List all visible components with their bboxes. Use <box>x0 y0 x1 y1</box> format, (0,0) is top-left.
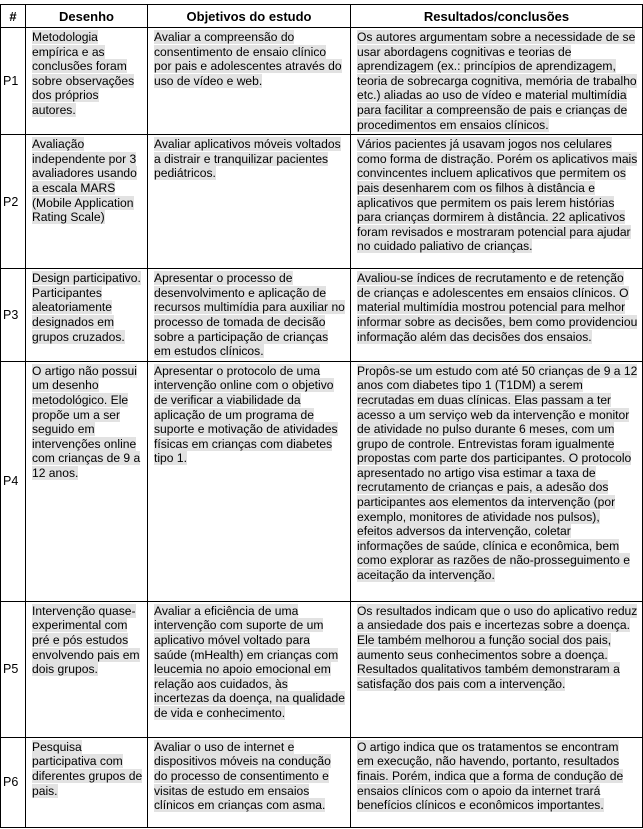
objetivos-text: Apresentar o protocolo de uma intervenção online com o objetivo de verificar a viabilidade da aplicação de um programa de suporte e motivação de atividades físicas em crianças com diabetes tipo 1. <box>154 363 338 466</box>
cell-resultados <box>351 135 643 269</box>
objetivos-text: Avaliar o uso de internet e dispositivos móveis na condução do processo de consentimento e visitas de estudo em ensaios clínicos em crianças com asma. <box>154 739 331 813</box>
cell-resultados <box>351 737 643 827</box>
resultados-text: Os autores argumentam sobre a necessidade de se usar abordagens cognitivas e teorias de aprendizagem (ex.: princípios de aprendizagem, teoria de sobrecarga cognitiva, memória de trabalho etc.) aliadas ao uso de vídeo e material multimídia para facilitar a compreensão de pais e crianças de procedimentos em ensaios clínicos. <box>357 30 637 132</box>
cell-desenho <box>26 28 148 135</box>
cell-desenho <box>26 135 148 269</box>
cell-resultados <box>351 601 643 737</box>
table-row <box>1 28 643 135</box>
cell-objetivos <box>148 269 351 362</box>
row-id: P4 <box>1 361 26 601</box>
table-row <box>1 601 643 737</box>
resultados-text: Vários pacientes já usavam jogos nos celulares como forma de distração. Porém os aplicativos mais convincentes incluem aplicativos que permitem os pais desenharem com os filhos à distância e aplicativos que permitem os pais lerem histórias para crianças dormirem à distância. 22 aplicativos foram revisados e mostraram potencial para ajudar no cuidado paliativo de crianças. <box>357 137 638 254</box>
cell-desenho <box>26 269 148 362</box>
desenho-text: Design participativo. Participantes aleatoriamente designados em grupos cruzados. <box>32 271 141 344</box>
objetivos-text: Avaliar a eficiência de uma intervenção com suporte de um aplicativo móvel voltado para saúde (mHealth) em crianças com leucemia no apoio emocional em relação aos cuidados, às incertezas da doença, na qualidade de vida e conhecimento. <box>154 603 345 720</box>
cell-objetivos <box>148 135 351 269</box>
row-id: P2 <box>1 135 26 269</box>
objetivos-text: Apresentar o processo de desenvolvimento e aplicação de recursos multimídia para auxiliar no processo de tomada de decisão sobre a participação de crianças em estudos clínicos. <box>154 271 345 359</box>
desenho-text: Avaliação independente por 3 avaliadores usando a escala MARS (Mobile Application Rating Scale) <box>32 137 137 225</box>
cell-desenho <box>26 601 148 737</box>
resultados-text: Os resultados indicam que o uso do aplicativo reduz a ansiedade dos pais e incertezas sobre a doença. Ele também melhorou a função social dos pais, aumento seus conhecimentos sobre a doença. Resultados qualitativos também demonstraram a satisfação dos pais com a intervenção. <box>357 603 638 691</box>
header-objetivos: Objetivos do estudo <box>148 5 351 28</box>
header-desenho: Desenho <box>26 5 148 28</box>
table-row <box>1 269 643 362</box>
desenho-text: Metodologia empírica e as conclusões foram sobre observações dos próprios autores. <box>32 30 135 117</box>
header-resultados: Resultados/conclusões <box>351 5 643 28</box>
row-id: P1 <box>1 28 26 135</box>
resultados-text: O artigo indica que os tratamentos se encontram em execução, não havendo, portanto, resultados finais. Porém, indica que a forma de condução de ensaios clínicos com o apoio da internet trará benefícios clínicos e econômicos importantes. <box>357 739 624 813</box>
cell-objetivos <box>148 361 351 601</box>
objetivos-text: Avaliar a compreensão do consentimento de ensaio clínico por pais e adolescentes através do uso de vídeo e web. <box>154 30 342 88</box>
cell-objetivos <box>148 601 351 737</box>
cell-resultados <box>351 361 643 601</box>
cell-objetivos <box>148 737 351 827</box>
cell-resultados <box>351 269 643 362</box>
table-row <box>1 135 643 269</box>
desenho-text: O artigo não possui um desenho metodológico. Ele propõe um a ser seguido em intervenções online com crianças de 9 a 12 anos. <box>32 363 141 480</box>
table-row <box>1 737 643 827</box>
cell-desenho <box>26 737 148 827</box>
row-id: P3 <box>1 269 26 362</box>
table-row <box>1 361 643 601</box>
resultados-text: Propôs-se um estudo com até 50 crianças de 9 a 12 anos com diabetes tipo 1 (T1DM) a serem recrutadas em duas clínicas. Elas passam a ter acesso a um serviço web da intervenção e monitor de atividade no pulso durante 6 meses, com um grupo de controle. Entrevistas foram igualmente propostas com parte dos participantes. O protocolo apresentado no artigo visa estimar a taxa de recrutamento de crianças e pais, a adesão dos participantes aos elementos da intervenção (por exemplo, monitores de atividade nos pulsos), efeitos adversos da intervenção, coletar informações de saúde, clínica e econômica, bem como explorar as razões de não-prosseguimento e aceitação da intervenção. <box>357 363 638 583</box>
cell-desenho <box>26 361 148 601</box>
studies-table <box>0 4 643 828</box>
row-id: P5 <box>1 601 26 737</box>
desenho-text: Intervenção quase-experimental com pré e pós estudos envolvendo pais em dois grupos. <box>32 603 140 677</box>
objetivos-text: Avaliar aplicativos móveis voltados a distrair e tranquilizar pacientes pediátricos. <box>154 137 341 181</box>
header-number: # <box>1 5 26 28</box>
row-id: P6 <box>1 737 26 827</box>
desenho-text: Pesquisa participativa com diferentes grupos de pais. <box>32 739 143 798</box>
cell-objetivos <box>148 28 351 135</box>
resultados-text: Avaliou-se índices de recrutamento e de retenção de crianças e adolescentes em ensaios clínicos. O material multimídia mostrou potencial para melhor informar sobre as decisões, bem como providenciou informação além das decisões dos ensaios. <box>357 271 638 344</box>
table-header-row <box>1 5 643 28</box>
cell-resultados <box>351 28 643 135</box>
